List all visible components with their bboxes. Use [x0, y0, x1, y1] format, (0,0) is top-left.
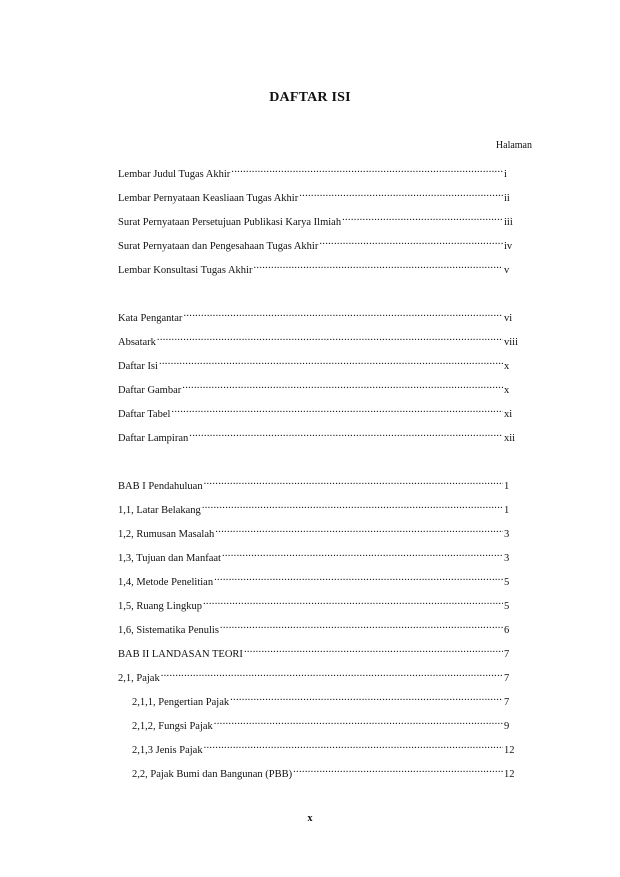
toc-page-number: v	[504, 265, 510, 276]
toc-page-number: xi	[504, 409, 513, 420]
toc-label: Daftar Tabel	[118, 409, 171, 420]
dot-leader	[204, 475, 503, 489]
toc-entry[interactable]	[118, 499, 518, 516]
toc-page-number: 7	[504, 697, 510, 708]
toc-label: 1,4, Metode Penelitian	[118, 577, 214, 588]
toc-label: Kata Pengantar	[118, 313, 183, 324]
toc-page-number: 1	[504, 481, 510, 492]
dot-leader	[220, 619, 503, 633]
dot-leader	[222, 547, 503, 561]
dot-leader	[342, 211, 503, 225]
toc-page-number: ii	[504, 193, 510, 204]
toc-page-number: 3	[504, 553, 510, 564]
toc-page-number: vi	[504, 313, 513, 324]
dot-leader	[214, 571, 503, 585]
dot-leader	[204, 739, 503, 753]
dot-leader	[293, 763, 503, 777]
toc-label: 1,5, Ruang Lingkup	[118, 601, 202, 612]
toc-entry[interactable]	[132, 715, 518, 732]
toc-label: Daftar Gambar	[118, 385, 182, 396]
toc-entry[interactable]	[118, 187, 518, 204]
toc-label: 1,3, Tujuan dan Manfaat	[118, 553, 221, 564]
toc-entry[interactable]	[118, 667, 518, 684]
toc-label: Daftar Isi	[118, 361, 158, 372]
toc-page-number: 7	[504, 673, 510, 684]
page-column-header: Halaman	[495, 140, 532, 151]
toc-entry[interactable]	[118, 475, 518, 492]
toc-page-number: xii	[504, 433, 516, 444]
toc-label: BAB I Pendahuluan	[118, 481, 203, 492]
toc-entry[interactable]	[118, 523, 518, 540]
page-title: DAFTAR ISI	[269, 90, 351, 105]
dot-leader	[157, 331, 503, 345]
toc-label: Absatark	[118, 337, 156, 348]
toc-page-number: 9	[504, 721, 510, 732]
dot-leader	[182, 379, 503, 393]
toc-label: 2,1,1, Pengertian Pajak	[132, 697, 230, 708]
toc-page-number: 12	[504, 745, 515, 756]
toc-label: 2,1,2, Fungsi Pajak	[132, 721, 213, 732]
toc-label: 1,6, Sistematika Penulis	[118, 625, 219, 636]
toc-entry[interactable]	[118, 595, 518, 612]
toc-page-number: 7	[504, 649, 510, 660]
toc-entry[interactable]	[118, 643, 518, 660]
toc-label: 1,1, Latar Belakang	[118, 505, 201, 516]
toc-label: 2,1,3 Jenis Pajak	[132, 745, 203, 756]
toc-label: Surat Pernyataan dan Pengesahaan Tugas Akhir	[118, 241, 319, 252]
toc-page-number: 3	[504, 529, 510, 540]
dot-leader	[159, 355, 503, 369]
toc-page-number: 1	[504, 505, 510, 516]
toc-entry[interactable]	[118, 427, 518, 444]
toc-entry[interactable]	[118, 571, 518, 588]
toc-entry[interactable]	[118, 331, 518, 348]
toc-page-number: 12	[504, 769, 515, 780]
toc-label: Daftar Lampiran	[118, 433, 189, 444]
toc-label: 2,2, Pajak Bumi dan Bangunan (PBB)	[132, 769, 293, 780]
dot-leader	[183, 307, 503, 321]
toc-page-number: 5	[504, 601, 510, 612]
footer-page-number: x	[307, 813, 313, 824]
toc-entry[interactable]	[118, 211, 518, 228]
dot-leader	[203, 595, 503, 609]
toc-label: Surat Pernyataan Persetujuan Publikasi Karya Ilmiah	[118, 217, 342, 228]
toc-label: 2,1, Pajak	[118, 673, 160, 684]
toc-entry[interactable]	[118, 307, 518, 324]
toc-label: BAB II LANDASAN TEORI	[118, 649, 243, 660]
dot-leader	[244, 643, 503, 657]
toc-page-number: i	[504, 169, 507, 180]
toc-entry[interactable]	[118, 619, 518, 636]
toc-entry[interactable]	[118, 547, 518, 564]
toc-entry[interactable]	[132, 691, 518, 708]
toc-page-number: iv	[504, 241, 513, 252]
toc-page-number: iii	[504, 217, 513, 228]
toc-entry[interactable]	[118, 403, 518, 420]
toc-entry[interactable]	[118, 163, 518, 180]
dot-leader	[214, 715, 503, 729]
toc-entry[interactable]	[132, 739, 518, 756]
toc-label: Lembar Pernyataan Keasliaan Tugas Akhir	[118, 193, 299, 204]
toc-page-number: viii	[503, 337, 518, 348]
dot-leader	[253, 259, 503, 273]
toc-label: 1,2, Rumusan Masalah	[118, 529, 215, 540]
toc-label: Lembar Konsultasi Tugas Akhir	[118, 265, 253, 276]
toc-label: Lembar Judul Tugas Akhir	[118, 169, 231, 180]
toc-page-number: 5	[504, 577, 510, 588]
toc-page-number: x	[504, 361, 510, 372]
dot-leader	[319, 235, 503, 249]
dot-leader	[231, 163, 503, 177]
dot-leader	[202, 499, 503, 513]
toc-entry[interactable]	[132, 763, 518, 780]
toc-entry[interactable]	[118, 235, 518, 252]
toc-page-number: 6	[504, 625, 510, 636]
dot-leader	[171, 403, 503, 417]
dot-leader	[161, 667, 503, 681]
toc-entry[interactable]	[118, 355, 518, 372]
dot-leader	[230, 691, 503, 705]
toc-entry[interactable]	[118, 379, 518, 396]
dot-leader	[189, 427, 503, 441]
dot-leader	[299, 187, 503, 201]
dot-leader	[215, 523, 503, 537]
toc-entry[interactable]	[118, 259, 518, 276]
toc-page-number: x	[504, 385, 510, 396]
